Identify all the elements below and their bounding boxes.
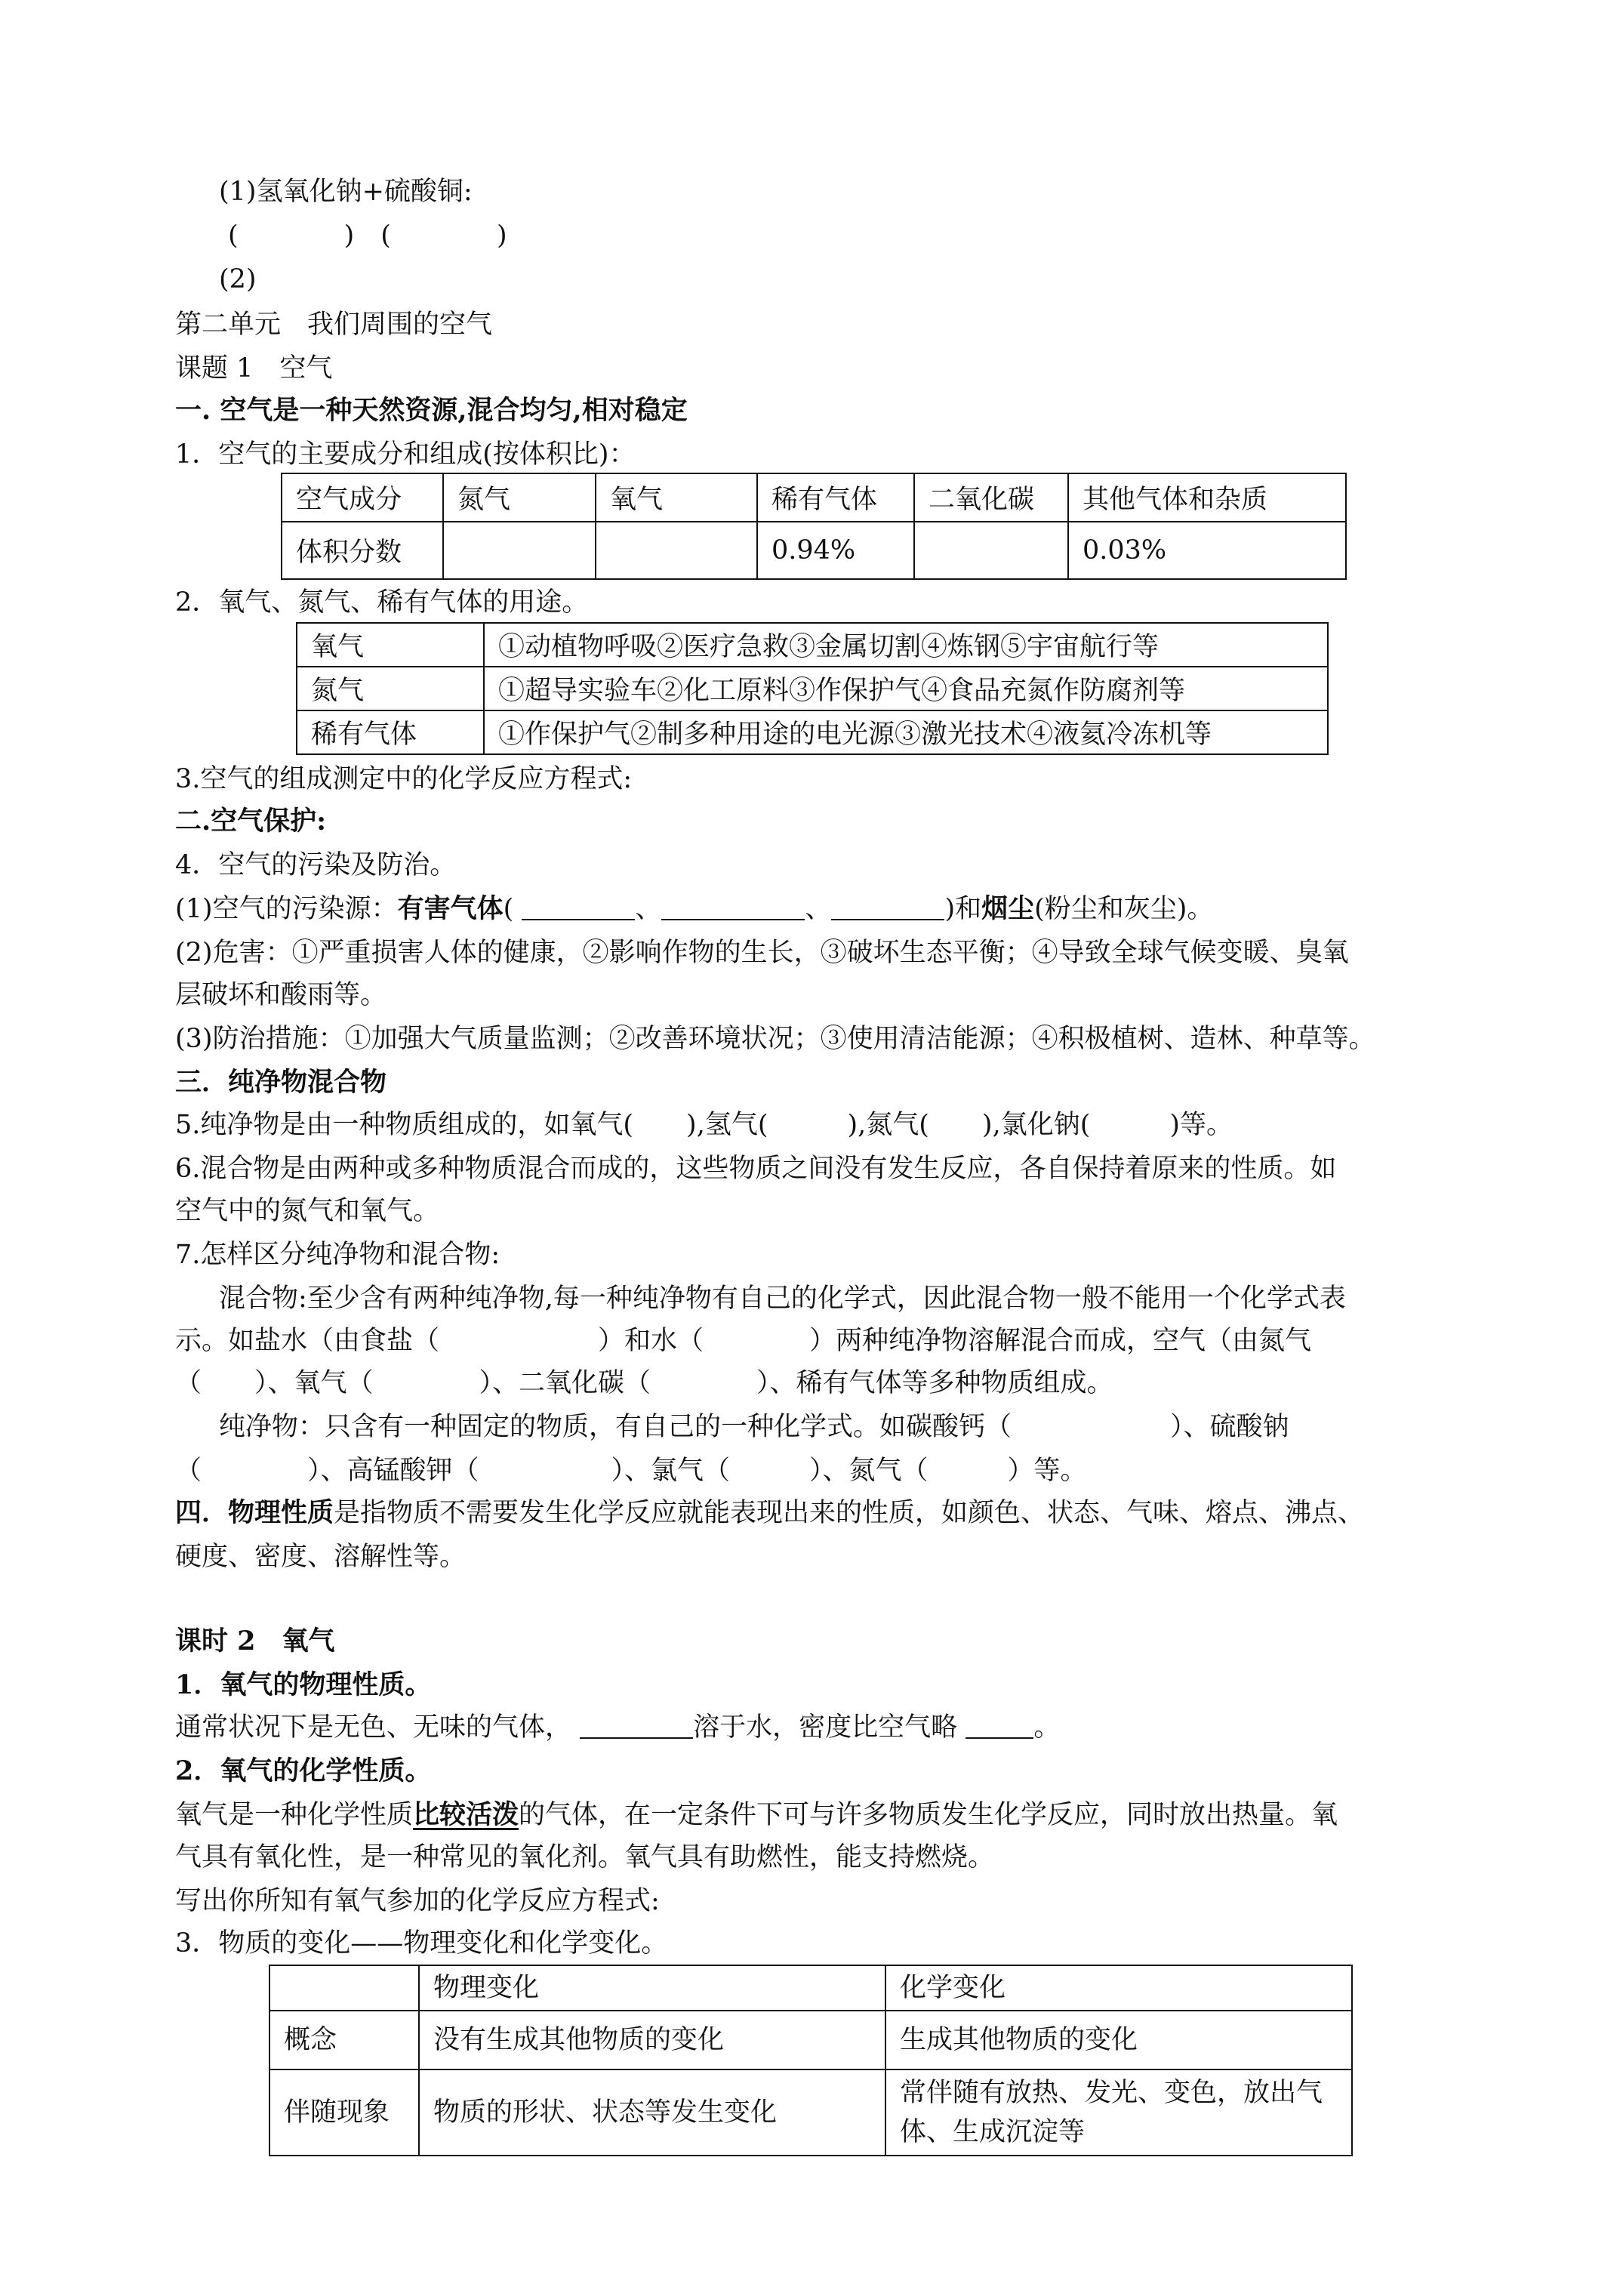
section-1-heading: 一. 空气是一种天然资源,混合均匀,相对稳定 [175,395,688,426]
pure-line-1: 纯净物：只含有一种固定的物质，有自己的一种化学式。如碳酸钙（ ）、硫酸钠 [219,1412,1289,1442]
mixture-line-2: 示。如盐水（由食盐（ ）和水（ ）两种纯净物溶解混合而成，空气（由氮气 [175,1326,1312,1356]
table-cell [269,1965,419,2011]
table-row [297,623,1328,667]
section-3-heading: 三．纯净物混合物 [175,1067,387,1098]
separator: 、 [635,894,662,924]
table-cell [914,522,1068,579]
dust-note: (粉尘和灰尘)。 [1034,894,1214,924]
fill-blank[interactable] [965,1713,1033,1739]
section-4-line-2: 硬度、密度、溶解性等。 [175,1542,467,1572]
unit-title: 第二单元 我们周围的空气 [175,310,493,340]
table-cell: 没有生成其他物质的变化 [419,2011,885,2069]
table-cell: 伴随现象 [269,2069,419,2156]
table-cell: 氧气 [297,623,484,667]
table-cell: ①超导实验车②化工原料③作保护气④食品充氮作防腐剂等 [484,667,1328,710]
physical-text-b: 溶于水，密度比空气略 [693,1712,958,1743]
hazards-line-1: (2)危害：①严重损害人体的健康，②影响作物的生长，③破坏生态平衡；④导致全球气候变暖、臭氧 [175,938,1349,968]
physical-chemical-change-table [269,1965,1353,2156]
question-6-line-1: 6.混合物是由两种或多种物质混合而成的，这些物质之间没有发生反应，各自保持着原来的性质。如 [175,1154,1337,1184]
separator: 、 [805,894,832,924]
table-cell: 0.03% [1068,522,1346,579]
table-cell: 氧气 [596,473,757,522]
hazards-line-2: 层破坏和酸雨等。 [175,980,387,1010]
table-row [269,2011,1352,2069]
lesson-1-title: 课题 1 空气 [175,353,333,384]
table-cell: 稀有气体 [757,473,914,522]
pollution-label: (1)空气的污染源： [175,894,398,924]
table-cell: 物质的形状、状态等发生变化 [419,2069,885,2156]
item-1: (1)氢氧化钠+硫酸铜: [219,177,473,207]
physical-property-definition: 是指物质不需要发生化学反应就能表现出来的性质，如颜色、状态、气味、熔点、沸点、 [334,1498,1365,1528]
question-5: 5.纯净物是由一种物质组成的，如氧气( ),氢气( ),氮气( ),氯化钠( )等。 [175,1110,1233,1140]
chemical-text-a: 氧气是一种化学性质 [175,1800,414,1830]
prevention-measures: (3)防治措施：①加强大气质量监测；②改善环境状况；③使用清洁能源；④积极植树、造林、种草等。 [175,1024,1375,1054]
table-cell: 概念 [269,2011,419,2069]
oxygen-physical-heading: 1．氧气的物理性质。 [175,1669,432,1700]
question-2: 2．氧气、氮气、稀有气体的用途。 [175,587,589,618]
question-7: 7.怎样区分纯净物和混合物: [175,1240,500,1270]
oxygen-chemical-line-2: 气具有氧化性，是一种常见的氧化剂。氧气具有助燃性，能支持燃烧。 [175,1842,995,1872]
table-cell: 空气成分 [282,473,443,522]
table-row [297,710,1328,754]
table-cell: 常伴随有放热、发光、变色，放出气体、生成沉淀等 [885,2069,1352,2156]
table-cell [596,522,757,579]
air-composition-table [281,473,1347,580]
table-cell: ①作保护气②制多种用途的电光源③激光技术④液氦冷冻机等 [484,710,1328,754]
question-1: 1．空气的主要成分和组成(按体积比)： [175,439,636,470]
pure-line-2: （ ）、高锰酸钾（ ）、氯气（ ）、氮气（ ）等。 [175,1456,1087,1486]
section-2-heading: 二.空气保护: [175,806,327,837]
table-cell: 稀有气体 [297,710,484,754]
changes-heading: 3．物质的变化——物理变化和化学变化。 [175,1928,668,1959]
chemical-text-c: 的气体，在一定条件下可与许多物质发生化学反应，同时放出热量。氧 [519,1800,1338,1830]
item-2: (2) [219,264,257,294]
table-cell: 化学变化 [885,1965,1352,2011]
active-term: 比较活泼 [413,1799,519,1830]
question-3: 3.空气的组成测定中的化学反应方程式: [175,764,633,794]
lesson-2-title: 课时 2 氧气 [175,1626,335,1657]
section-4-line-1 [175,1493,1364,1533]
table-cell: 物理变化 [419,1965,885,2011]
write-equations-prompt: 写出你所知有氧气参加的化学反应方程式: [175,1886,660,1916]
table-cell: 氮气 [297,667,484,710]
table-row [269,1965,1352,2011]
table-row [297,667,1328,710]
table-cell: 其他气体和杂质 [1068,473,1346,522]
table-row [269,2069,1352,2156]
table-row [282,473,1346,522]
table-cell: ①动植物呼吸②医疗急救③金属切割④炼钢⑤宇宙航行等 [484,623,1328,667]
mixture-line-1: 混合物:至少含有两种纯净物,每一种纯净物有自己的化学式，因此混合物一般不能用一个化学式表 [219,1284,1346,1314]
fill-blank[interactable] [522,895,635,920]
table-cell: 0.94% [757,522,914,579]
close-paren: )和 [944,894,982,924]
fill-blank[interactable] [831,895,944,920]
table-row [282,522,1346,579]
smoke-dust-term: 烟尘 [981,893,1035,924]
physical-property-term: 四．物理性质 [175,1497,334,1528]
fill-blank[interactable] [580,1713,693,1739]
mixture-line-3: （ ）、氧气（ ）、二氧化碳（ ）、稀有气体等多种物质组成。 [175,1368,1113,1398]
question-4: 4．空气的污染及防治。 [175,850,457,880]
oxygen-chemical-line-1 [175,1795,1338,1835]
table-cell: 生成其他物质的变化 [885,2011,1352,2069]
table-cell: 氮气 [443,473,596,522]
question-6-line-2: 空气中的氮气和氧气。 [175,1196,440,1226]
oxygen-chemical-heading: 2．氧气的化学性质。 [175,1755,432,1786]
pollution-sources [175,889,1213,929]
open-paren: ( [503,894,514,924]
physical-text-c: 。 [1033,1712,1061,1743]
table-cell: 体积分数 [282,522,443,579]
paren-blanks: ( ) ( ) [228,220,507,251]
table-cell [443,522,596,579]
gas-uses-table [296,622,1329,755]
fill-blank[interactable] [661,895,805,920]
harmful-gas-term: 有害气体 [397,893,504,924]
oxygen-physical-text [175,1708,1060,1747]
physical-text-a: 通常状况下是无色、无味的气体， [175,1712,572,1743]
table-cell: 二氧化碳 [914,473,1068,522]
